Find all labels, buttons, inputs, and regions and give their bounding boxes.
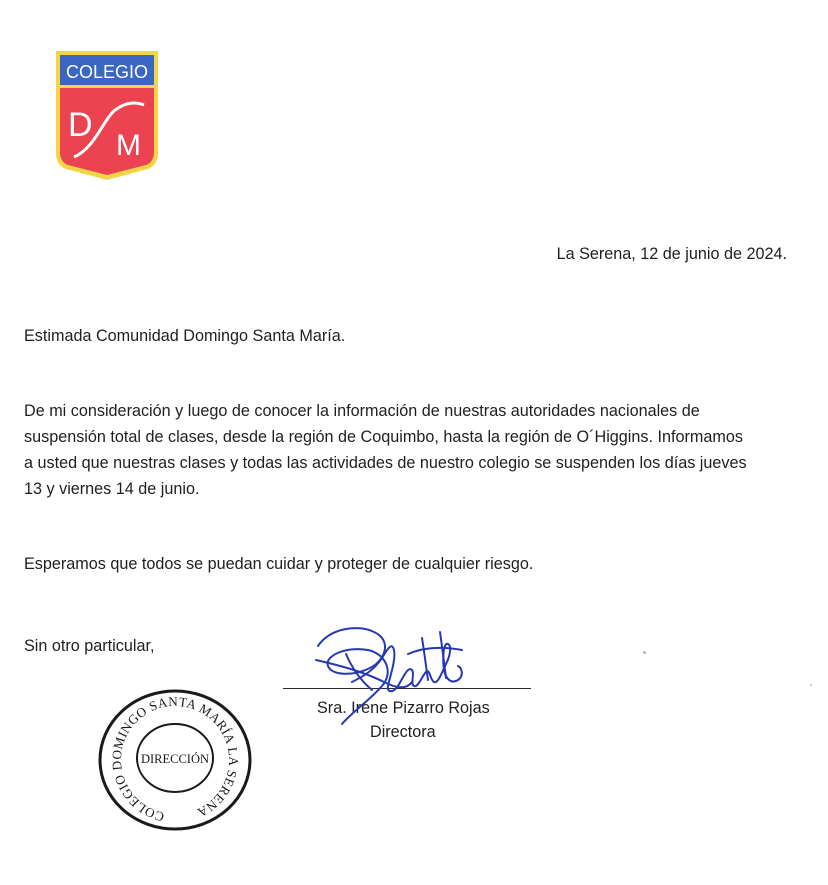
scan-speck bbox=[643, 651, 646, 654]
direction-seal bbox=[94, 686, 256, 834]
body-line: 13 y viernes 14 de junio. bbox=[24, 480, 200, 498]
letter-body bbox=[24, 398, 804, 502]
handwritten-signature bbox=[312, 620, 474, 728]
signer-role: Directora bbox=[370, 723, 436, 741]
logo-monogram-left: D bbox=[68, 106, 93, 144]
seal-stamp-icon bbox=[94, 686, 256, 834]
seal-ring-text: COLEGIO DOMINGO SANTA MARÍA LA SERENA bbox=[108, 693, 242, 825]
seal-center-text: DIRECCIÓN bbox=[140, 752, 210, 766]
logo-label: COLEGIO bbox=[65, 62, 149, 82]
body-line: De mi consideración y luego de conocer la información de nuestras autoridades nacionales de bbox=[24, 402, 700, 420]
letter-date: La Serena, 12 de junio de 2024. bbox=[556, 245, 787, 263]
signature-scribble-icon bbox=[312, 620, 474, 728]
scan-speck bbox=[810, 684, 812, 686]
letter-farewell: Sin otro particular, bbox=[24, 637, 155, 655]
body-line: a usted que nuestras clases y todas las actividades de nuestro colegio se suspenden los días jueves bbox=[24, 454, 747, 472]
school-logo bbox=[54, 49, 160, 183]
body-line: suspensión total de clases, desde la región de Coquimbo, hasta la región de O´Higgins. Informamos bbox=[24, 428, 743, 446]
school-shield-icon bbox=[54, 49, 160, 183]
letter-greeting: Estimada Comunidad Domingo Santa María. bbox=[24, 327, 346, 345]
signer-name: Sra. Irene Pizarro Rojas bbox=[317, 699, 490, 717]
letter-closing-wish: Esperamos que todos se puedan cuidar y proteger de cualquier riesgo. bbox=[24, 555, 534, 573]
logo-monogram-right: M bbox=[116, 129, 141, 162]
